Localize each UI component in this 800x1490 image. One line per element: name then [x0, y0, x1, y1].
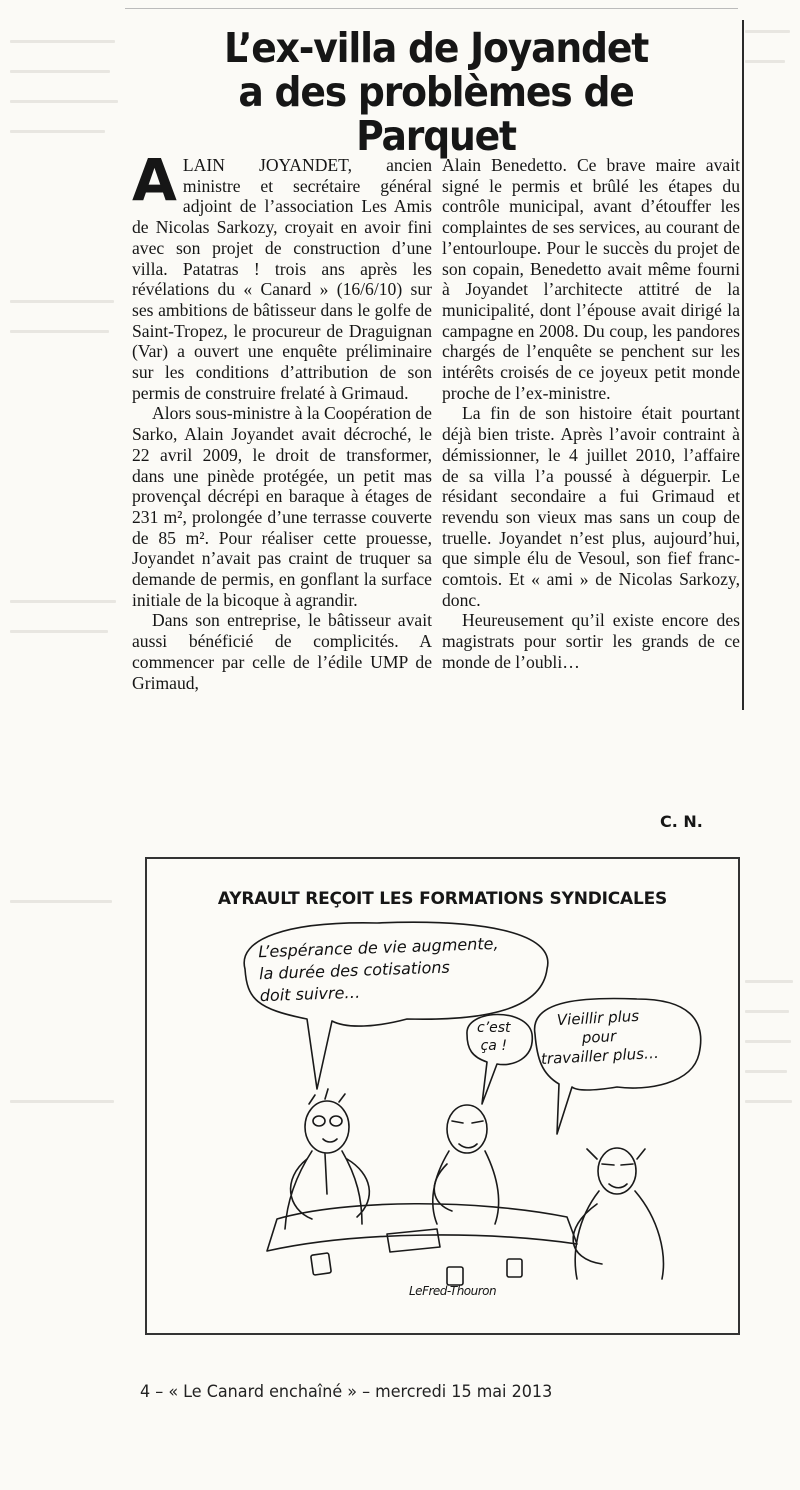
- character-union-2: [573, 1148, 663, 1279]
- cup-2: [447, 1267, 463, 1285]
- headline-line-2: a des problèmes de Parquet: [238, 68, 634, 160]
- adjacent-column-left: [0, 0, 120, 1490]
- table: [267, 1204, 577, 1251]
- headline-line-1: L’ex-villa de Joyandet: [223, 24, 649, 72]
- cartoonist-signature: LeFred-Thouron: [409, 1284, 497, 1298]
- cup-1: [311, 1253, 332, 1275]
- bubble-2-line-1: c’est: [477, 1020, 511, 1036]
- bubble-3-line-2: pour: [581, 1027, 617, 1047]
- paragraph-3: Dans son entreprise, le bâtisseur avait aussi bénéficié de complicités. A commencer par celle de l’édile UMP de Grimaud,: [132, 610, 432, 693]
- character-ayrault: [285, 1089, 369, 1229]
- column-frame-rule: [742, 20, 744, 710]
- paragraph-2: Alors sous-ministre à la Coopération de Sarko, Alain Joyandet avait décroché, le 22 avril 2009, le droit de transformer, dans une pinède protégée, un petit mas provençal décrépi en baraque à étages de 231 m², prolongée d’une terrasse couverte de 85 m². Pour réaliser cette prouesse, Joyandet n’avait pas craint de truquer sa demande de permis, en gonflant la surface initiale de la bicoque à agrandir.: [132, 403, 432, 610]
- cartoon-title: AYRAULT REÇOIT LES FORMATIONS SYNDICALES: [217, 889, 668, 909]
- article-column-left: [132, 146, 432, 693]
- article-headline: [160, 26, 712, 158]
- author-signature: C. N.: [660, 812, 703, 831]
- bubble-2-line-2: ça !: [480, 1038, 507, 1054]
- bubble-1-line-3: doit suivre…: [259, 982, 361, 1006]
- paragraph-3-continued: Alain Benedetto. Ce brave maire avait signé le permis et brûlé les étapes du contrôle municipal, avant d’étouffer les complaintes de ses services, au courant de l’entourloupe. Pour le succès du projet de son copain, Benedetto avait même fourni à Joyandet l’architecte attitré de la municipalité, dont l’épouse avait dirigé la campagne en 2008. Du coup, les pandores chargés de l’enquête se penchent sur les intérêts croisés de ce joyeux petit monde proche de l’ex-ministre.: [442, 155, 740, 403]
- speech-bubble-3-text: [539, 1006, 660, 1069]
- paragraph-4: La fin de son histoire était pourtant déjà bien triste. Après l’avoir contraint à démissionner, le 4 juillet 2010, l’affaire de sa villa l’a poussé à déguerpir. Le résidant secondaire a fui Grimaud et revendu son vieux mas sans un coup de truelle. Joyandet n’est plus, aujourd’hui, que simple élu de Vesoul, son fief franc-comtois. Et « ami » de Nicolas Sarkozy, donc.: [442, 403, 740, 610]
- article-column-right: [442, 155, 740, 673]
- drop-cap: A: [132, 146, 177, 214]
- paragraph-1-text: LAIN JOYANDET, ancien ministre et secrétaire général adjoint de l’association Les Amis de Nicolas Sarkozy, croyait en avoir fini avec son projet de construction d’une villa. Patatras ! trois ans après les révélations du « Canard » (16/6/10) sur ses ambitions de bâtisseur dans le golfe de Saint-Tropez, le procureur de Draguignan (Var) a ouvert une enquête préliminaire sur les conditions d’attribution de son permis de construire frelaté à Grimaud.: [132, 155, 432, 403]
- bubble-3-line-1: Vieillir plus: [556, 1006, 640, 1030]
- paragraph-1: [132, 146, 432, 403]
- cartoon-panel: [145, 857, 740, 1335]
- speech-bubble-2-text: [477, 1019, 511, 1055]
- document-stack: [387, 1229, 440, 1252]
- cup-3: [507, 1259, 522, 1277]
- page-footer: 4 – « Le Canard enchaîné » – mercredi 15 mai 2013: [140, 1382, 553, 1402]
- cartoon-drawing: [147, 859, 738, 1333]
- speech-bubble-1-text: [258, 933, 501, 1007]
- bubble-1-line-2: la durée des cotisations: [258, 957, 451, 984]
- top-rule: [125, 8, 738, 9]
- paragraph-5: Heureusement qu’il existe encore des magistrats pour sortir les grands de ce monde de l’oubli…: [442, 610, 740, 672]
- adjacent-column-right: [740, 0, 800, 1490]
- bubble-1-line-1: L’espérance de vie augmente,: [257, 933, 499, 962]
- bubble-3-line-3: travailler plus…: [540, 1043, 660, 1069]
